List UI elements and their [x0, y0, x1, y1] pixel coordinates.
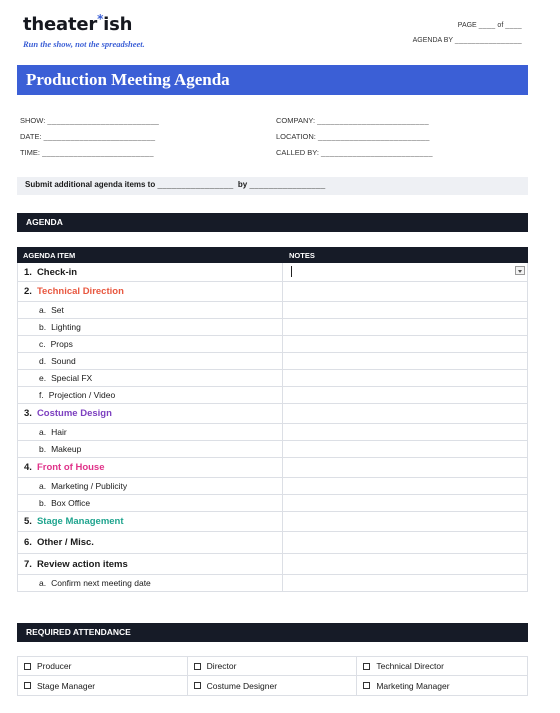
notes-cell[interactable]	[283, 319, 527, 335]
attendance-label: Producer	[37, 661, 72, 671]
agenda-item-cell	[18, 319, 283, 335]
dropdown-arrow-icon[interactable]	[515, 266, 525, 275]
notes-cell[interactable]	[283, 458, 527, 477]
attendance-item[interactable]	[357, 657, 527, 675]
notes-cell[interactable]	[283, 512, 527, 531]
attendance-row	[18, 676, 527, 695]
agenda-item-cell	[18, 532, 283, 553]
agenda-item-cell	[18, 554, 283, 574]
item-label: Sound	[51, 356, 76, 366]
attendance-item[interactable]	[18, 657, 188, 675]
table-row	[17, 387, 528, 404]
item-label: Props	[50, 339, 73, 349]
table-row	[17, 512, 528, 532]
attendance-section-header: REQUIRED ATTENDANCE	[17, 623, 528, 642]
text-cursor	[291, 266, 292, 277]
item-label: Box Office	[51, 498, 91, 508]
item-label: Marketing / Publicity	[51, 481, 128, 491]
agenda-item-cell	[18, 458, 283, 477]
item-number: 5.	[24, 516, 32, 527]
attendance-item[interactable]	[357, 676, 527, 695]
agenda-item-cell	[18, 512, 283, 531]
agenda-item-cell	[18, 478, 283, 494]
notes-cell[interactable]	[283, 353, 527, 369]
agenda-section-header: AGENDA	[17, 213, 528, 232]
notes-cell[interactable]	[283, 532, 527, 553]
item-number: a.	[39, 427, 47, 437]
item-label: Technical Direction	[36, 286, 124, 297]
time-field[interactable]: TIME: _________________________	[20, 148, 154, 157]
attendance-label: Technical Director	[376, 661, 444, 671]
agenda-table	[17, 247, 528, 592]
attendance-label: Stage Manager	[37, 680, 96, 691]
submit-by-field[interactable]: ________________	[249, 180, 326, 189]
table-row	[17, 495, 528, 512]
agenda-item-cell	[18, 353, 283, 369]
tagline: Run the show, not the spreadsheet.	[23, 39, 145, 49]
item-number: d.	[39, 356, 47, 366]
item-number: 7.	[24, 558, 32, 570]
table-row	[17, 282, 528, 302]
item-number: a.	[39, 305, 47, 315]
table-row	[17, 441, 528, 458]
checkbox-icon[interactable]	[363, 663, 370, 670]
table-row	[17, 424, 528, 441]
table-row	[17, 532, 528, 554]
item-label: Other / Misc.	[36, 537, 94, 548]
show-field[interactable]: SHOW: _________________________	[20, 116, 160, 125]
item-label: Hair	[51, 427, 67, 437]
logo-star-icon: *	[97, 12, 104, 26]
notes-cell[interactable]	[283, 554, 527, 574]
item-number: a.	[39, 578, 47, 588]
table-row	[17, 263, 528, 282]
table-row	[17, 478, 528, 495]
agenda-item-cell	[18, 302, 283, 318]
agenda-item-cell	[18, 370, 283, 386]
notes-cell[interactable]	[283, 495, 527, 511]
notes-cell[interactable]	[283, 282, 527, 301]
item-number: b.	[39, 322, 47, 332]
item-label: Projection / Video	[48, 390, 116, 400]
item-number: b.	[39, 444, 47, 454]
item-number: a.	[39, 481, 47, 491]
attendance-grid	[17, 656, 528, 696]
page-number-field[interactable]: PAGE ____ of ____	[457, 22, 522, 29]
item-label: Costume Design	[36, 408, 112, 419]
notes-cell[interactable]	[283, 424, 527, 440]
item-number: 2.	[24, 286, 32, 297]
checkbox-icon[interactable]	[24, 663, 31, 670]
item-label: Set	[51, 305, 64, 315]
notes-cell[interactable]	[283, 478, 527, 494]
agenda-item-cell	[18, 263, 283, 281]
item-number: b.	[39, 498, 47, 508]
item-label: Makeup	[51, 444, 82, 454]
item-number: 3.	[24, 408, 32, 419]
notes-cell[interactable]	[283, 404, 527, 423]
item-label: Review action items	[36, 558, 128, 570]
attendance-label: Marketing Manager	[376, 680, 450, 691]
agenda-item-cell	[18, 424, 283, 440]
page-title: Production Meeting Agenda	[26, 70, 230, 89]
item-number: 1.	[24, 266, 32, 278]
submit-items-bar: Submit additional agenda items to ________________ by ________________	[17, 177, 528, 195]
item-label: Lighting	[51, 322, 81, 332]
item-number: c.	[39, 339, 46, 349]
agenda-item-cell	[18, 575, 283, 591]
attendance-item[interactable]	[188, 657, 358, 675]
table-header	[17, 247, 528, 263]
date-field[interactable]: DATE: _________________________	[20, 132, 156, 141]
item-number: e.	[39, 373, 47, 383]
attendance-item[interactable]	[18, 676, 188, 695]
attendance-item[interactable]	[188, 676, 358, 695]
checkbox-icon[interactable]	[194, 682, 201, 689]
col-notes: NOTES	[289, 251, 315, 260]
location-field[interactable]: LOCATION: _________________________	[276, 132, 430, 141]
agenda-item-cell	[18, 387, 283, 403]
attendance-row	[18, 657, 527, 676]
brand-logo: theater*ish	[23, 12, 133, 35]
item-label: Stage Management	[36, 516, 124, 527]
called-by-field[interactable]: CALLED BY: _________________________	[276, 148, 433, 157]
item-label: Check-in	[36, 266, 78, 278]
notes-cell[interactable]	[283, 263, 527, 281]
table-row	[17, 575, 528, 592]
checkbox-icon[interactable]	[363, 682, 370, 689]
notes-cell[interactable]	[283, 336, 527, 352]
notes-cell[interactable]	[283, 387, 527, 403]
notes-cell[interactable]	[283, 575, 527, 591]
item-number: 6.	[24, 537, 32, 548]
table-row	[17, 458, 528, 478]
agenda-item-cell	[18, 404, 283, 423]
company-field[interactable]: COMPANY: _________________________	[276, 116, 429, 125]
attendance-label: Costume Designer	[206, 680, 278, 691]
notes-cell[interactable]	[283, 441, 527, 457]
checkbox-icon[interactable]	[194, 663, 201, 670]
agenda-item-cell	[18, 336, 283, 352]
attendance-label: Director	[206, 661, 237, 671]
item-number: f.	[39, 390, 44, 400]
notes-cell[interactable]	[283, 302, 527, 318]
table-row	[17, 302, 528, 319]
agenda-item-cell	[18, 282, 283, 301]
table-row	[17, 336, 528, 353]
notes-cell[interactable]	[283, 370, 527, 386]
table-row	[17, 370, 528, 387]
agenda-item-cell	[18, 441, 283, 457]
item-label: Special FX	[51, 373, 93, 383]
agenda-item-cell	[18, 495, 283, 511]
col-agenda-item: AGENDA ITEM	[23, 251, 76, 260]
table-row	[17, 554, 528, 575]
table-row	[17, 404, 528, 424]
submit-to-field[interactable]: ________________	[157, 180, 234, 189]
item-label: Front of House	[36, 462, 105, 473]
table-row	[17, 353, 528, 370]
item-label: Confirm next meeting date	[51, 578, 151, 588]
title-banner	[17, 65, 528, 95]
item-number: 4.	[24, 462, 32, 473]
checkbox-icon[interactable]	[24, 682, 31, 689]
agenda-by-field[interactable]: AGENDA BY ________________	[412, 37, 522, 44]
table-row	[17, 319, 528, 336]
